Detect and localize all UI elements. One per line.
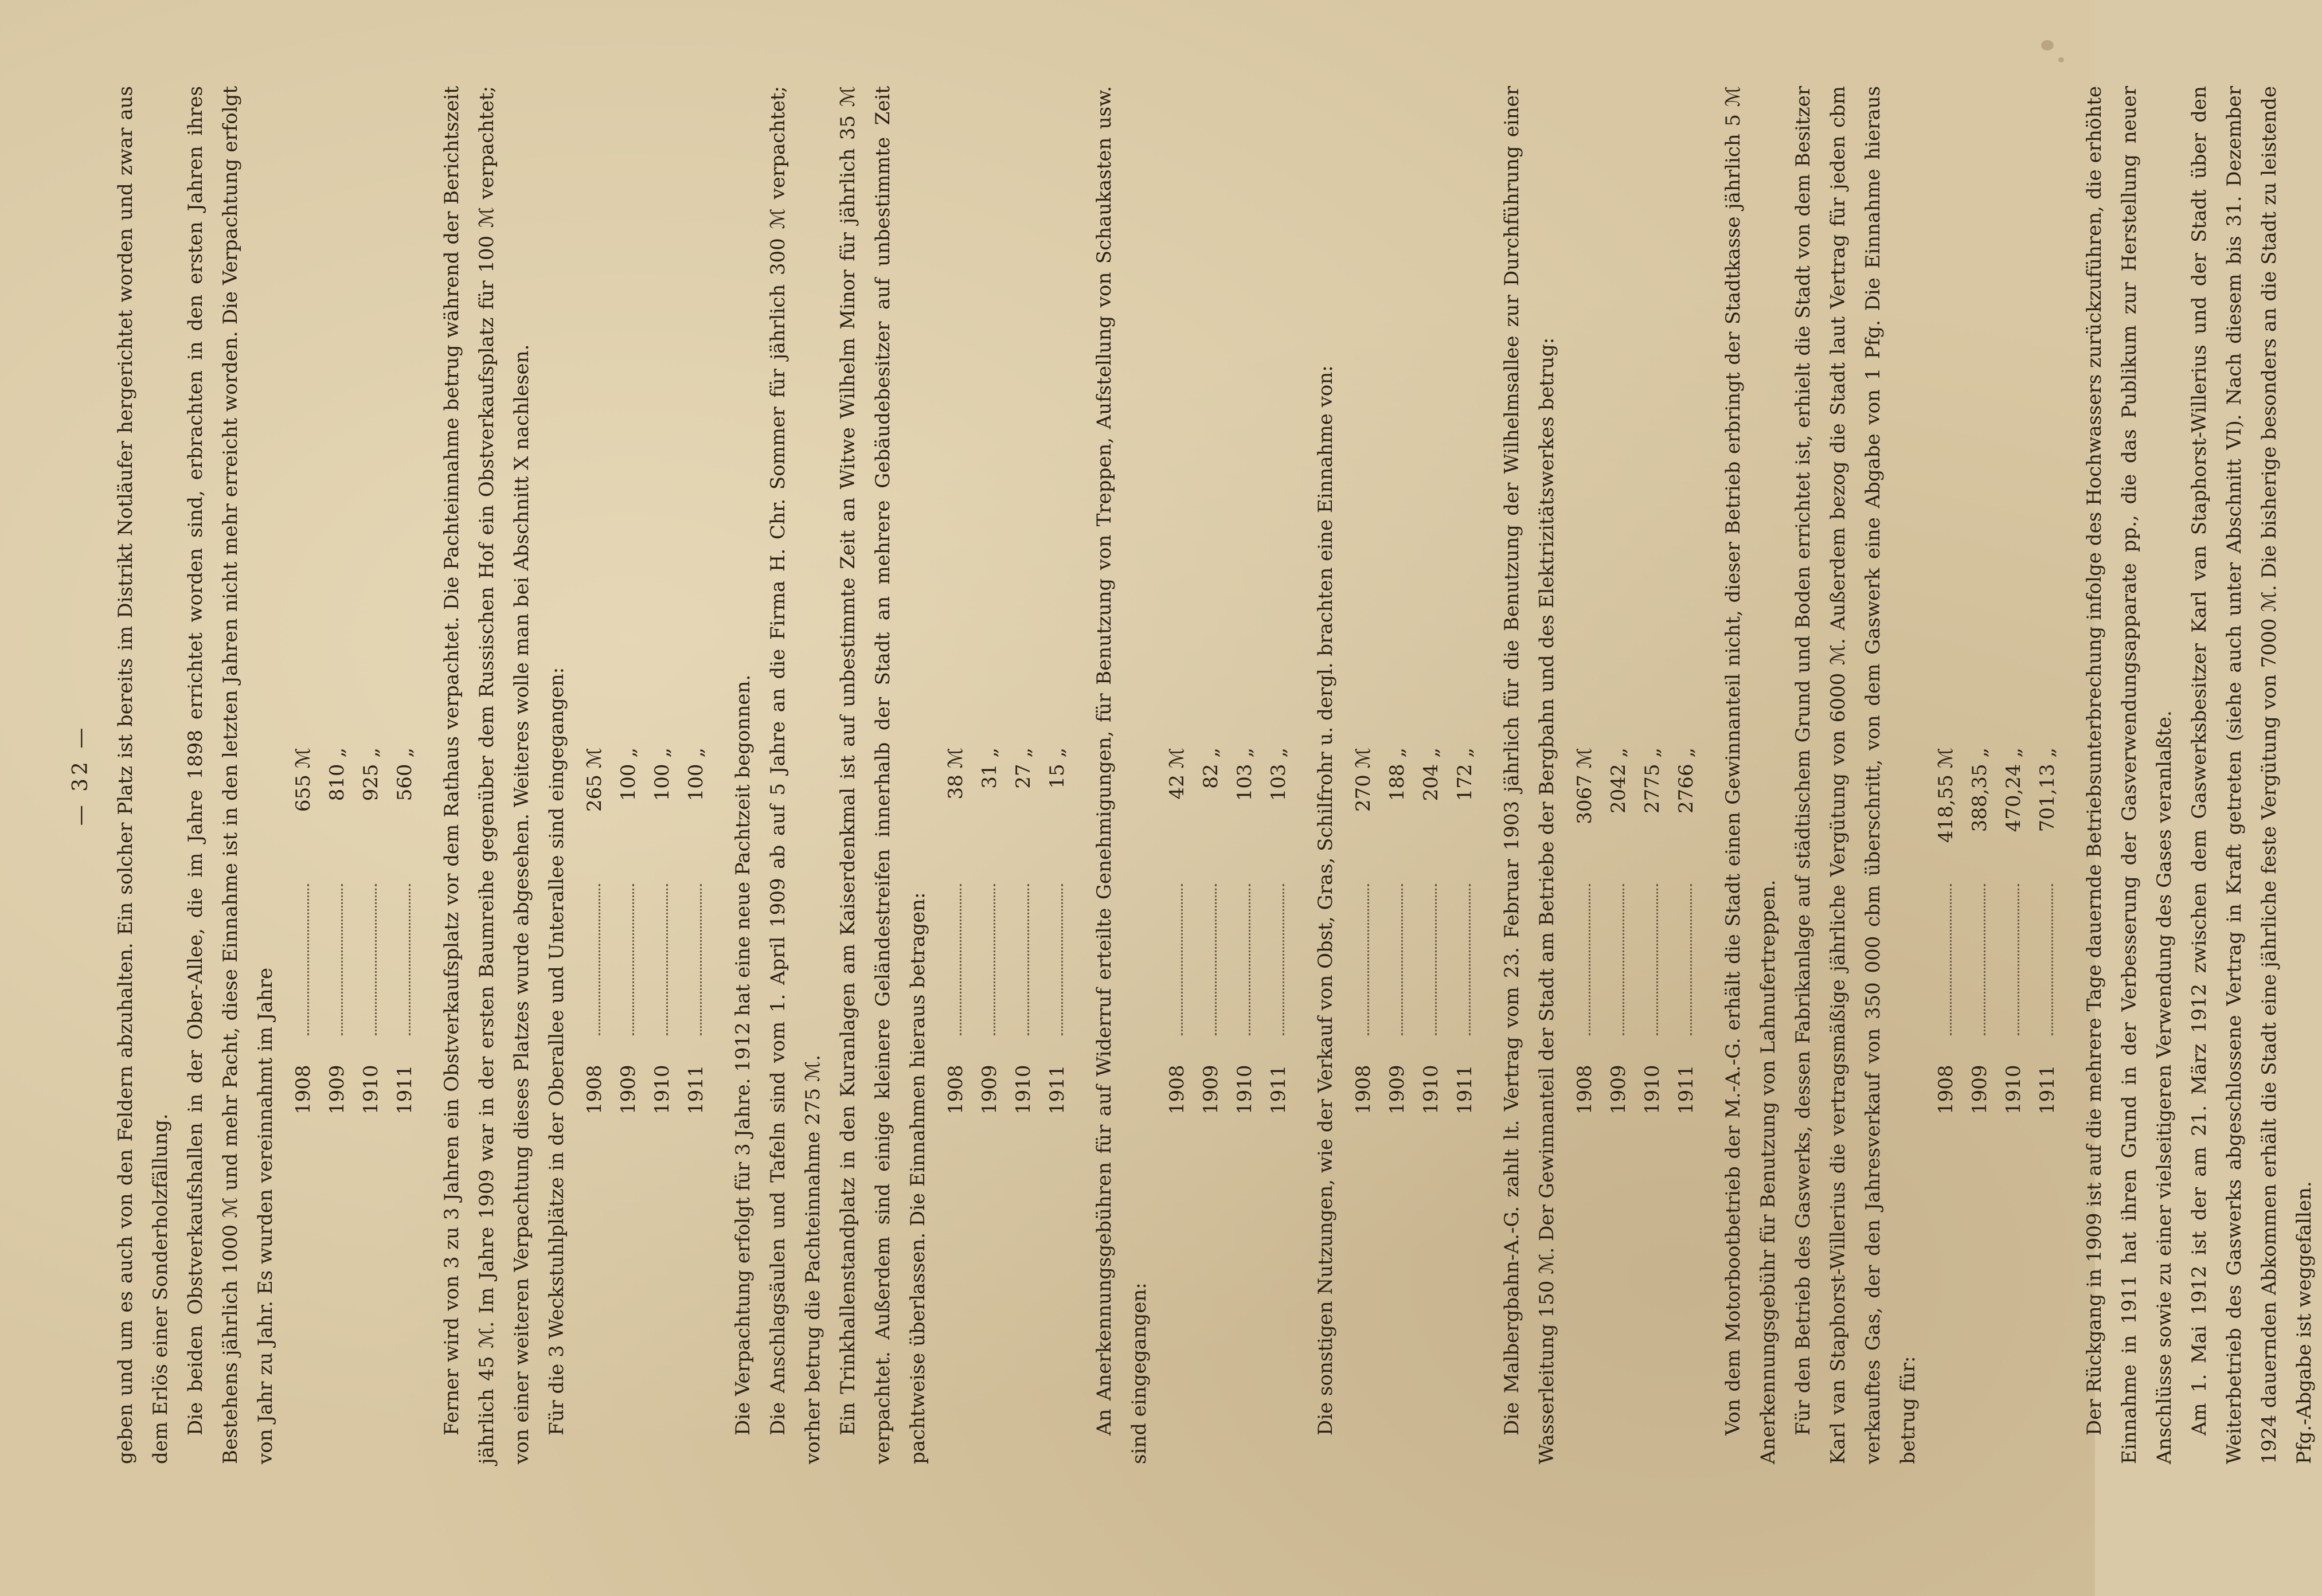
leader-dots	[1041, 884, 1063, 1035]
table-row	[1414, 748, 1448, 1114]
year-cell: 1909	[1199, 1065, 1222, 1114]
year-cell: 1908	[1934, 1065, 1957, 1114]
paragraph: Die beiden Obstverkaufshallen in der Ober-Allee, die im Jahre 1898 errichtet worden sind, erbrachten in den ersten Jahren ihres Bestehens jährlich 1000 ℳ und mehr Pacht, diese Einnahme ist in den letzten Jahren nicht mehr erreicht worden. Die Verpachtung erfolgt von Jahr zu Jahr. Es wurden vereinnahmt im Jahre	[184, 86, 277, 1464]
year-cell: 1911	[685, 1065, 707, 1114]
leader-dots	[1414, 884, 1437, 1035]
paragraph: Von dem Motorbootbetrieb der M.-A.-G. erhält die Stadt einen Gewinnanteil nicht, dieser Betrieb erbringt der Stadtkasse jährlich 5 ℳ Anerkennungsgebühr für Benutzung von Lahnufertreppen.	[1722, 86, 1780, 1464]
year-cell: 1908	[583, 1065, 606, 1114]
paragraph: Ferner wird von 3 zu 3 Jahren ein Obstverkaufsplatz vor dem Rathaus verpachtet. Die Pachteinnahme betrug während der Berichtszeit jährlich 45 ℳ. Im Jahre 1909 war in der ersten Baumreihe gegenüber dem Russischen Hof ein Obstverkaufsplatz für 100 ℳ verpachtet; von einer weiteren Verpachtung dieses Platzes wurde abgesehen. Weiteres wolle man bei Abschnitt X nachlesen.	[440, 86, 533, 1464]
amount-cell: 2042 „	[1607, 748, 1630, 813]
leader-dots	[1670, 884, 1692, 1035]
table-row	[1194, 748, 1228, 1114]
table-row	[1448, 748, 1482, 1114]
year-cell: 1910	[1233, 1065, 1256, 1114]
amount-cell: 418,55 ℳ	[1934, 748, 1957, 843]
amount-cell: 188 „	[1386, 748, 1409, 801]
amount-cell: 204 „	[1420, 748, 1443, 801]
amount-cell: 2775 „	[1641, 748, 1664, 813]
year-cell: 1911	[1267, 1065, 1290, 1114]
paragraph: Am 1. Mai 1912 ist der am 21. März 1912 zwischen dem Gaswerksbesitzer Karl van Staphorst-Willerius und der Stadt über den Weiterbetrieb des Gaswerks abgeschlossene Vertrag in Kraft getreten (siehe auch unter Abschnitt VI). Nach diesem bis 31. Dezember 1924 dauernden Abkommen erhält die Stadt eine jährliche feste Vergütung von 7000 ℳ. Die bisherige besonders an die Stadt zu leistende Pfg.-Abgabe ist weggefallen.	[2188, 86, 2316, 1464]
table-row	[1007, 748, 1041, 1114]
amount-cell: 15 „	[1046, 748, 1069, 789]
leader-dots	[1963, 884, 1985, 1035]
amount-cell: 2766 „	[1675, 748, 1698, 813]
leader-dots	[287, 884, 309, 1035]
revenue-table-anerkennung	[1160, 748, 1296, 1114]
year-cell: 1908	[1352, 1065, 1375, 1114]
amount-cell: 560 „	[393, 748, 416, 801]
table-row	[1963, 748, 1997, 1114]
amount-cell: 42 ℳ	[1166, 748, 1189, 800]
leader-dots	[1602, 884, 1624, 1035]
year-cell: 1911	[1675, 1065, 1698, 1114]
leader-dots	[1160, 884, 1183, 1035]
leader-dots	[1929, 884, 1952, 1035]
table-row	[939, 748, 973, 1114]
paragraph: Für die 3 Weckstuhlplätze in der Oberallee und Unterallee sind eingegangen:	[545, 667, 568, 1435]
year-cell: 1909	[326, 1065, 349, 1114]
table-row	[1262, 748, 1296, 1114]
year-cell: 1910	[1420, 1065, 1443, 1114]
amount-cell: 270 ℳ	[1352, 748, 1375, 812]
table-row	[1381, 748, 1414, 1114]
leader-dots	[320, 884, 343, 1035]
year-cell: 1909	[617, 1065, 640, 1114]
leader-dots	[1381, 884, 1403, 1035]
year-cell: 1908	[292, 1065, 315, 1114]
leader-dots	[1262, 884, 1284, 1035]
table-row	[1670, 748, 1703, 1114]
paragraph: Für den Betrieb des Gaswerks, dessen Fabrikanlage auf städtischem Grund und Boden errichtet ist, erhielt die Stadt von dem Besitzer Karl van Staphorst-Willerius die vertragsmäßige jährliche Vergütung von 6000 ℳ. Außerdem bezog die Stadt laut Vertrag für jeden cbm verkauftes Gas, der den Jahresverkauf von 350 000 cbm überschritt, von dem Gaswerk eine Abgabe von 1 Pfg. Die Einnahme hieraus betrug für:	[1792, 86, 1920, 1464]
paragraph: Der Rückgang in 1909 ist auf die mehrere Tage dauernde Betriebsunterbrechung infolge des Hochwassers zurückzuführen, die erhöhte Einnahme in 1911 hat ihren Grund in der Verbesserung der Gasverwendungsapparate pp., die das Publikum zur Herstellung neuer Anschlüsse sowie zu einer vielseitigeren Verwendung des Gases veranlaßte.	[2083, 86, 2176, 1464]
year-cell: 1908	[944, 1065, 967, 1114]
amount-cell: 100 „	[617, 748, 640, 801]
year-cell: 1908	[1573, 1065, 1596, 1114]
year-cell: 1910	[1641, 1065, 1664, 1114]
year-cell: 1909	[978, 1065, 1001, 1114]
table-row	[679, 748, 713, 1114]
amount-cell: 103 „	[1267, 748, 1290, 801]
revenue-table-gas	[1929, 748, 2065, 1114]
table-row	[1929, 748, 1963, 1114]
leader-dots	[1347, 884, 1369, 1035]
paragraph: Die sonstigen Nutzungen, wie der Verkauf von Obst, Gras, Schilfrohr u. dergl. brachten eine Einnahme von:	[1314, 365, 1337, 1435]
table-row	[1636, 748, 1670, 1114]
table-row	[646, 748, 679, 1114]
table-row	[1160, 748, 1194, 1114]
amount-cell: 470,24 „	[2002, 748, 2025, 832]
revenue-table-bergbahn	[1568, 748, 1703, 1114]
amount-cell: 31 „	[978, 748, 1001, 789]
leader-dots	[388, 884, 411, 1035]
year-cell: 1911	[1453, 1065, 1476, 1114]
paragraph: Die Verpachtung erfolgt für 3 Jahre. 1912 hat eine neue Pachtzeit begonnen.	[732, 674, 755, 1435]
leader-dots	[612, 884, 634, 1035]
table-row	[1997, 748, 2031, 1114]
amount-cell: 172 „	[1453, 748, 1476, 801]
amount-cell: 925 „	[359, 748, 382, 801]
year-cell: 1910	[651, 1065, 674, 1114]
revenue-table-sonstige	[1347, 748, 1482, 1114]
amount-cell: 100 „	[651, 748, 674, 801]
table-row	[287, 748, 320, 1114]
table-row	[578, 748, 612, 1114]
revenue-table-obsthallen	[287, 748, 422, 1114]
paragraph: Die Anschlagsäulen und Tafeln sind vom 1. April 1909 ab auf 5 Jahre an die Firma H. Chr. Sommer für jährlich 300 ℳ verpachtet; vorher betrug die Pachteinnahme 275 ℳ.	[767, 86, 824, 1464]
leader-dots	[578, 884, 600, 1035]
year-cell: 1909	[1607, 1065, 1630, 1114]
revenue-table-weckstuhl	[578, 748, 713, 1114]
table-row	[973, 748, 1007, 1114]
amount-cell: 388,35 „	[1968, 748, 1991, 832]
leader-dots	[646, 884, 668, 1035]
amount-cell: 103 „	[1233, 748, 1256, 801]
leader-dots	[354, 884, 377, 1035]
year-cell: 1908	[1166, 1065, 1189, 1114]
paragraph: An Anerkennungsgebühren für auf Widerruf erteilte Genehmigungen, für Benutzung von Treppen, Aufstellung von Schaukasten usw. sind eingegangen:	[1093, 86, 1151, 1464]
table-row	[612, 748, 646, 1114]
paragraph: Die Malbergbahn-A.-G. zahlt lt. Vertrag vom 23. Februar 1903 jährlich für die Benutzung der Wilhelmsallee zur Durchführung einer Wasserleitung 150 ℳ. Der Gewinnanteil der Stadt am Betriebe der Bergbahn und des Elektrizitätswerkes betrug:	[1500, 86, 1558, 1464]
leader-dots	[1568, 884, 1590, 1035]
table-row	[320, 748, 354, 1114]
leader-dots	[679, 884, 702, 1035]
page-number: — 32 —	[69, 724, 92, 826]
paragraph: geben und um es auch von den Feldern abzuhalten. Ein solcher Platz ist bereits im Distrikt Notläufer hergerichtet worden und zwar aus dem Erlös einer Sonderholzfällung.	[114, 86, 172, 1464]
year-cell: 1910	[1012, 1065, 1035, 1114]
year-cell: 1911	[393, 1065, 416, 1114]
leader-dots	[1636, 884, 1658, 1035]
year-cell: 1911	[1046, 1065, 1069, 1114]
amount-cell: 701,13 „	[2036, 748, 2059, 832]
table-row	[354, 748, 388, 1114]
amount-cell: 265 ℳ	[583, 748, 606, 812]
table-row	[1041, 748, 1074, 1114]
year-cell: 1910	[359, 1065, 382, 1114]
amount-cell: 82 „	[1199, 748, 1222, 789]
amount-cell: 100 „	[685, 748, 707, 801]
table-row	[2031, 748, 2065, 1114]
table-row	[1347, 748, 1381, 1114]
year-cell: 1909	[1968, 1065, 1991, 1114]
amount-cell: 3067 ℳ	[1573, 748, 1596, 824]
year-cell: 1909	[1386, 1065, 1409, 1114]
table-row	[388, 748, 422, 1114]
amount-cell: 27 „	[1012, 748, 1035, 789]
table-row	[1568, 748, 1602, 1114]
leader-dots	[1997, 884, 2019, 1035]
amount-cell: 38 ℳ	[944, 748, 967, 800]
amount-cell: 810 „	[326, 748, 349, 801]
leader-dots	[1007, 884, 1029, 1035]
paragraph: Ein Trinkhallenstandplatz in den Kuranlagen am Kaiserdenkmal ist auf unbestimmte Zeit an Witwe Wilhelm Minor für jährlich 35 ℳ verpachtet. Außerdem sind einige kleinere Geländestreifen innerhalb der Stadt an mehrere Gebäudebesitzer auf unbestimmte Zeit pachtweise überlassen. Die Einnahmen hieraus betragen:	[836, 86, 929, 1464]
leader-dots	[2031, 884, 2053, 1035]
year-cell: 1910	[2002, 1065, 2025, 1114]
leader-dots	[1448, 884, 1471, 1035]
amount-cell: 655 ℳ	[292, 748, 315, 812]
revenue-table-gelaende	[939, 748, 1074, 1114]
leader-dots	[1194, 884, 1217, 1035]
leader-dots	[1228, 884, 1250, 1035]
leader-dots	[939, 884, 961, 1035]
leader-dots	[973, 884, 995, 1035]
table-row	[1602, 748, 1636, 1114]
year-cell: 1911	[2036, 1065, 2059, 1114]
table-row	[1228, 748, 1262, 1114]
